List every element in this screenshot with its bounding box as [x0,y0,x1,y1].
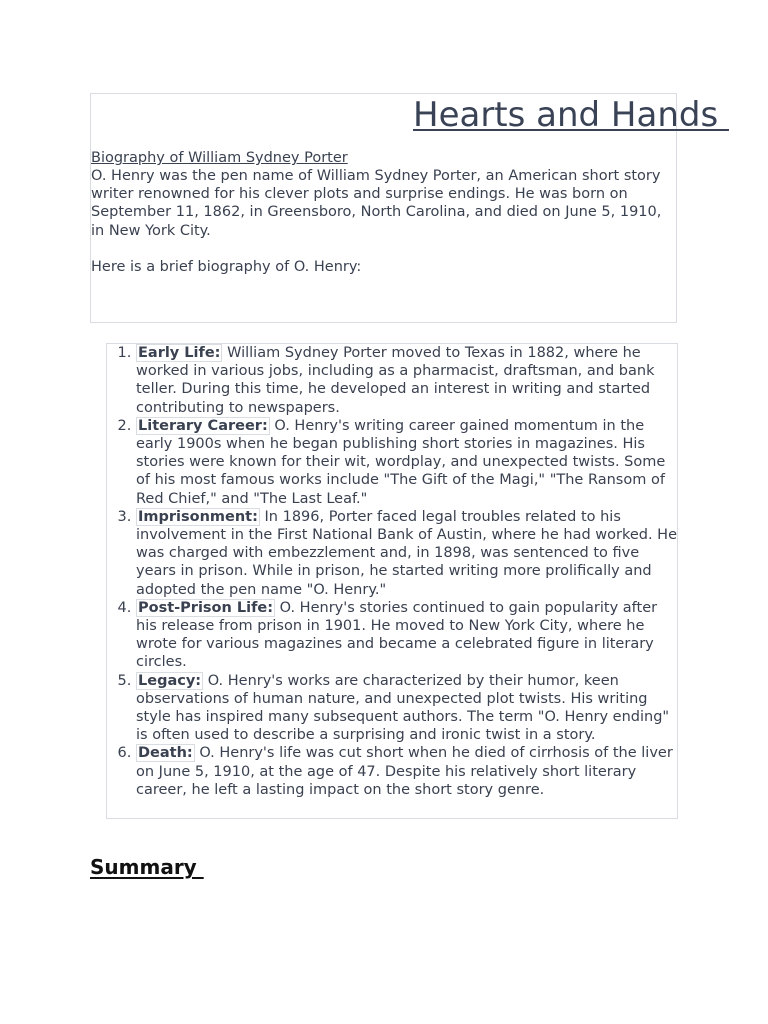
intro-paragraph: O. Henry was the pen name of William Sydney Porter, an American short story writer renowned for his clever plots and surprise endings. He was born on September 11, 1862, in Greensboro, North Carolina, and died on June 5, 1910, in New York City. [91,168,662,239]
biography-heading: Biography of William Sydney Porter [91,150,348,166]
list-item [136,599,677,672]
document-title-text: Hearts and Hands [413,95,729,135]
summary-heading: Summary [90,855,204,879]
list-item-text: O. Henry's life was cut short when he died of cirrhosis of the liver on June 5, 1910, at the age of 47. Despite his relatively short literary career, he left a lasting impact on the short story genre. [136,745,673,798]
list-item [136,744,677,799]
list-item-label: Death: [138,745,193,762]
document-title [91,94,729,137]
list-item-text: O. Henry's writing career gained momentum in the early 1900s when he began publishing short stories in magazines. His stories were known for their wit, wordplay, and unexpected twists. Some of his most famous works include "The Gift of the Magi," "The Ransom of Red Chief," and "The Last Leaf." [136,417,666,507]
list-item-text: William Sydney Porter moved to Texas in 1882, where he worked in various jobs, including as a pharmacist, draftsman, and bank teller. During this time, he developed an interest in writing and started contributing to newspapers. [136,345,655,416]
list-item-text: O. Henry's works are characterized by their humor, keen observations of human nature, and unexpected plot twists. His writing style has inspired many subsequent authors. The term "O. Henry ending" is often used to describe a surprising and ironic twist in a story. [136,672,670,744]
list-item [136,417,677,508]
list-item [136,508,677,599]
list-item-text: O. Henry's stories continued to gain popularity after his release from prison in 1901. He moved to New York City, where he wrote for various magazines and became a celebrated figure in literary circles. [136,599,658,671]
list-item-text: In 1896, Porter faced legal troubles related to his involvement in the First National Bank of Austin, where he had worked. He was charged with embezzlement and, in 1898, was sentenced to five years in prison. While in prison, he started writing more prolifically and adopted the pen name "O. Henry." [136,508,678,598]
list-item [136,672,677,745]
intro-lead: Here is a brief biography of O. Henry: [91,258,362,275]
list-item-label: Legacy: [138,672,202,689]
list-item-label: Imprisonment: [138,508,258,525]
biography-list [107,344,677,799]
list-item [136,344,677,417]
list-item-label: Literary Career: [138,417,268,434]
list-item-label: Early Life: [138,345,221,361]
intro-section [90,93,729,323]
biography-list-section [106,343,678,819]
list-item-label: Post-Prison Life: [138,599,274,616]
